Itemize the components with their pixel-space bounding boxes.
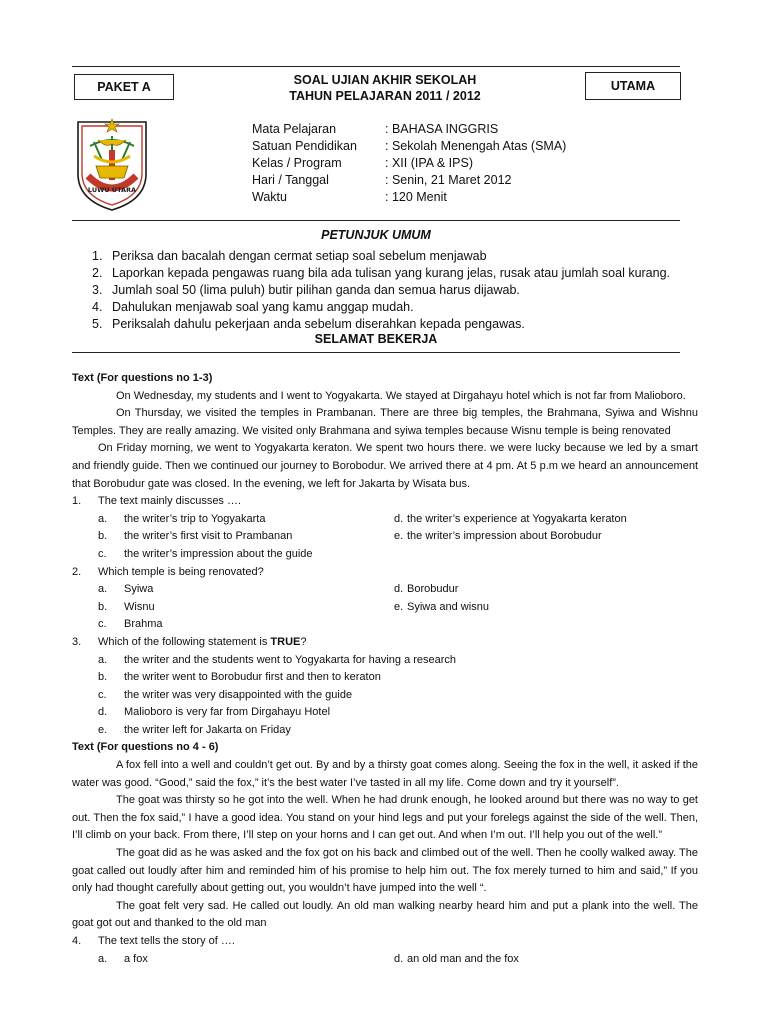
- options: [72, 511, 698, 564]
- petunjuk-list: [92, 248, 670, 333]
- list-item: 1. Periksa dan bacalah dengan cermat setiap soal sebelum menjawab: [92, 249, 487, 263]
- paragraph: On Thursday, we visited the temples in Prambanan. There are three big temples, the Brahmana, Syiwa and Wishnu Temples. They are really amazing. We visited only Brahmana and syiwa temples because Wisnu temple is being renovated: [72, 407, 698, 437]
- info-row: [252, 155, 566, 172]
- info-row: [252, 189, 566, 206]
- question: 4. The text tells the story of ….: [72, 935, 235, 947]
- info-value: : XII (IPA & IPS): [385, 156, 473, 170]
- option: c. the writer was very disappointed with the guide: [98, 688, 353, 701]
- option: b. the writer’s first visit to Prambanan: [98, 530, 293, 543]
- question: 1. The text mainly discusses ….: [72, 495, 242, 508]
- info-value: : BAHASA INGGRIS: [385, 122, 499, 136]
- text-heading: Text (For questions no 4 - 6): [72, 741, 219, 754]
- title-line-1: SOAL UJIAN AKHIR SEKOLAH: [293, 73, 477, 87]
- list-item: 2. Laporkan kepada pengawas ruang bila ada tulisan yang kurang jelas, rusak atau jumlah soal kurang.: [92, 266, 671, 280]
- option: c. the writer’s impression about the guide: [98, 547, 313, 560]
- exam-content: [72, 370, 698, 968]
- option: a. the writer’s trip to Yogyakarta: [98, 512, 266, 525]
- info-label: Waktu: [252, 190, 287, 204]
- paragraph: On Friday morning, we went to Yogyakarta keraton. We spent two hours there. we were lucky because we led by a smart and friendly guide. Then we continued our journey to Borobodur. We arrived there at 4 pm. At 5 p.m we heard an announcement that Borobudur gate was closed. In the evening, we left for Jakarta by Wisata bus.: [72, 442, 698, 490]
- info-value: : 120 Menit: [385, 190, 447, 204]
- info-row: [252, 121, 566, 138]
- luwu-utara-emblem-icon: [72, 116, 152, 212]
- closing-text: SELAMAT BEKERJA: [314, 332, 438, 346]
- option: e. the writer left for Jakarta on Friday: [98, 723, 291, 736]
- paket-label: PAKET A: [97, 80, 151, 94]
- option: e. Syiwa and wisnu: [394, 600, 489, 613]
- option: a. the writer and the students went to Yogyakarta for having a research: [98, 653, 457, 666]
- info-value: : Senin, 21 Maret 2012: [385, 173, 512, 187]
- option: e. the writer’s impression about Borobudur: [394, 530, 602, 543]
- option: a. Syiwa: [98, 583, 154, 596]
- info-label: Mata Pelajaran: [252, 122, 337, 136]
- list-item: 5. Periksalah dahulu pekerjaan anda sebelum diserahkan kepada pengawas.: [92, 317, 525, 331]
- info-label: Kelas / Program: [252, 156, 342, 170]
- divider: [72, 220, 680, 221]
- paragraph: On Wednesday, my students and I went to Yogyakarta. We stayed at Dirgahayu hotel which is not far from Malioboro.: [116, 389, 686, 402]
- option: c. Brahma: [98, 618, 163, 631]
- option: d. the writer’s experience at Yogyakarta keraton: [394, 512, 627, 525]
- option: a. a fox: [98, 952, 148, 965]
- text-heading: Text (For questions no 1-3): [72, 372, 213, 384]
- subject-info: [252, 121, 566, 206]
- petunjuk-title: PETUNJUK UMUM: [321, 228, 431, 242]
- paragraph: A fox fell into a well and couldn’t get out. By and by a thirsty goat comes along. Seeing the fox in the well, it asked if the water was good. “Good,” said the fox,” it’s the best water I’ve tasted in all my life. Come down and try it yourself”.: [72, 759, 698, 789]
- option: b. the writer went to Borobudur first and then to keraton: [98, 671, 381, 684]
- option: d. Borobudur: [394, 583, 459, 596]
- options: [72, 581, 698, 634]
- title-line-2: TAHUN PELAJARAN 2011 / 2012: [289, 89, 481, 103]
- list-item: 4. Dahulukan menjawab soal yang kamu anggap mudah.: [92, 300, 414, 314]
- divider: [72, 352, 680, 353]
- option: d. Malioboro is very far from Dirgahayu Hotel: [98, 706, 331, 719]
- utama-box: [585, 72, 681, 100]
- info-value: : Sekolah Menengah Atas (SMA): [385, 139, 567, 153]
- paket-box: [74, 74, 174, 100]
- paragraph: The goat was thirsty so he got into the well. When he had drunk enough, he looked around but there was no way to get out. Then the fox said,” I have a good idea. You stand on your hind legs and put your forelegs against the side of the well. Then, I’ll climb on your back. From there, I’ll step on your horns and I can get out. And when I’m out. I’ll help you out of the well.”: [72, 794, 698, 842]
- option: b. Wisnu: [98, 600, 155, 613]
- exam-title: [230, 72, 540, 104]
- top-rule: [72, 66, 680, 67]
- info-label: Hari / Tanggal: [252, 173, 329, 187]
- info-row: [252, 172, 566, 189]
- logo-text: LUWU UTARA: [87, 186, 137, 194]
- question: 2. Which temple is being renovated?: [72, 565, 264, 578]
- question: 3. Which of the following statement is TRUE?: [72, 635, 307, 648]
- paragraph: The goat felt very sad. He called out loudly. An old man walking nearby heard him and put a plank into the well. The goat got out and thanked to the old man: [72, 899, 698, 930]
- option: d. an old man and the fox: [394, 952, 519, 965]
- options: [72, 951, 698, 969]
- info-row: [252, 138, 566, 155]
- info-label: Satuan Pendidikan: [252, 139, 357, 153]
- utama-label: UTAMA: [610, 79, 656, 93]
- list-item: 3. Jumlah soal 50 (lima puluh) butir pilihan ganda dan semua harus dijawab.: [92, 283, 520, 297]
- paragraph: The goat did as he was asked and the fox got on his back and climbed out of the well. Then he coolly walked away. The goat called out loudly after him and reminded him of his promise to help him out. The fox merely turned to him and said,” If you only had thought carefully about getting out, you wouldn’t have jumped into the well “.: [72, 847, 698, 895]
